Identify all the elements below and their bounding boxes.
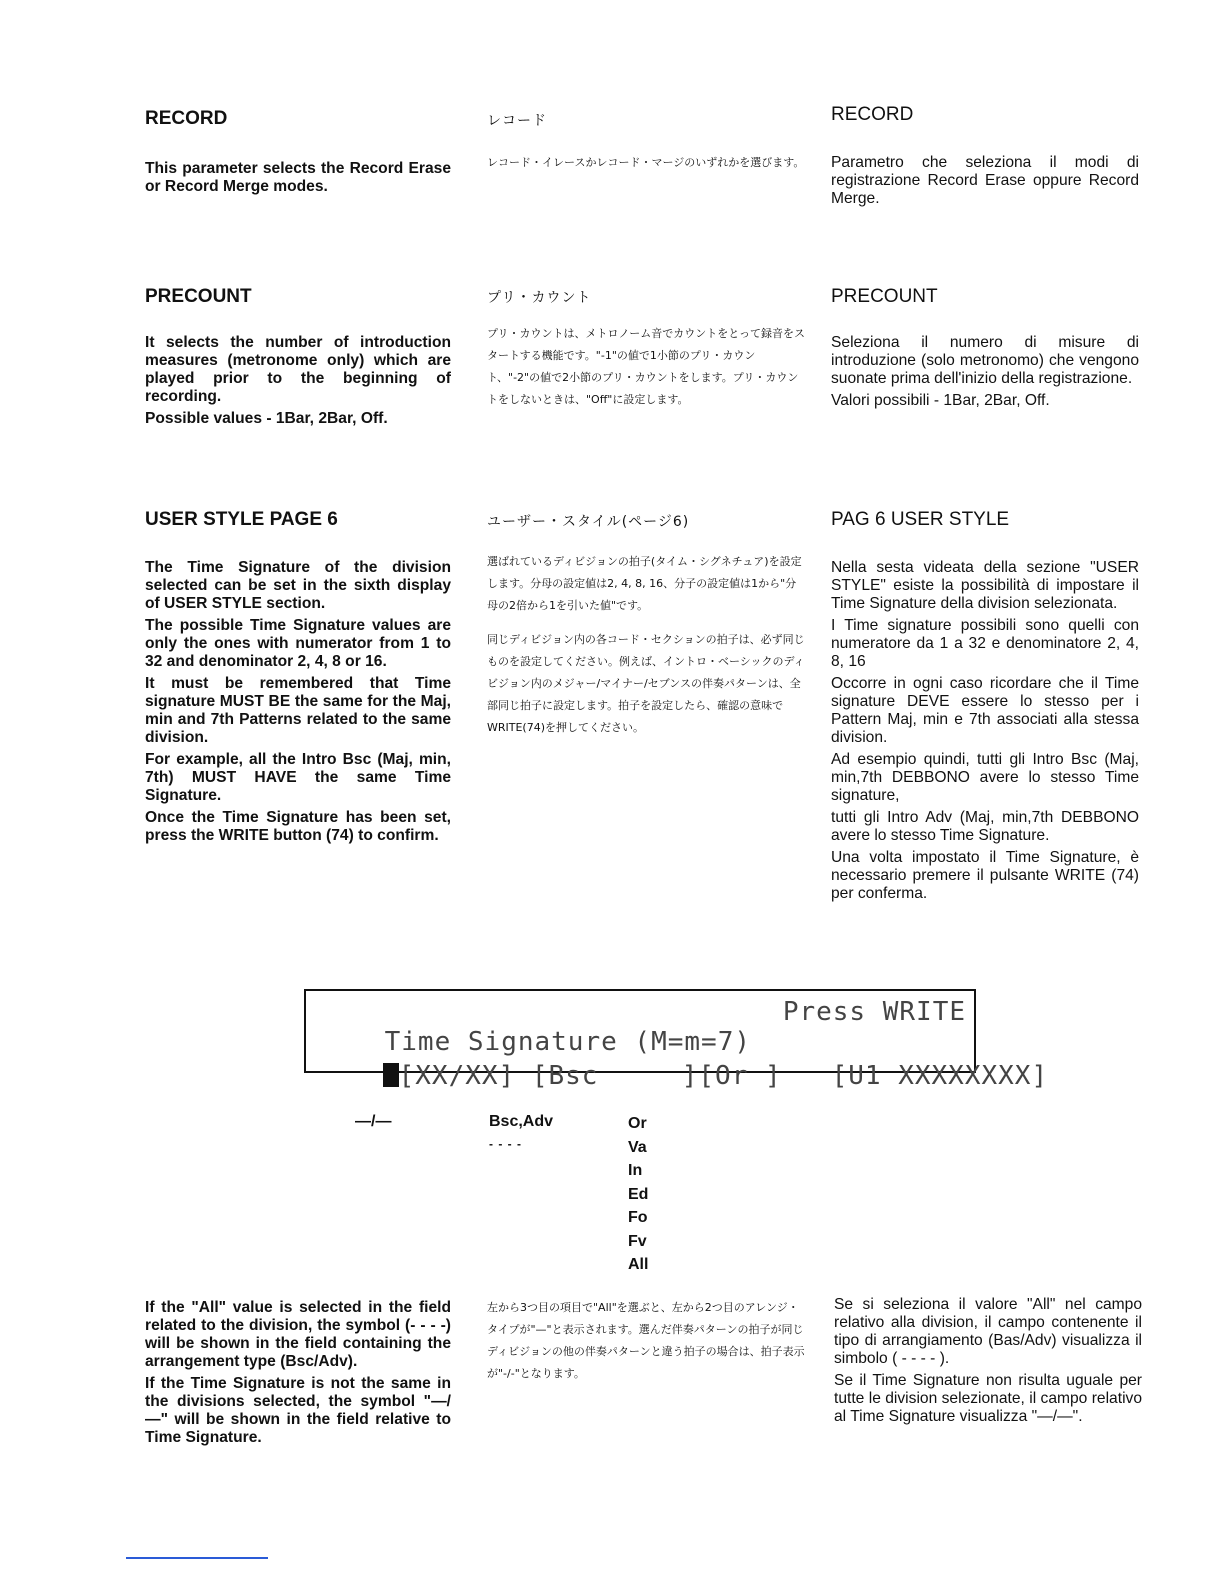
precount-values-it: Valori possibili - 1Bar, 2Bar, Off. (831, 392, 1050, 409)
user-style-p6-it: Una volta impostato il Time Signature, è necessario premere il pulsante WRITE (74) per conferma. (831, 849, 1139, 902)
footer-notes-it (834, 1296, 1142, 1430)
precount-values-en: Possible values - 1Bar, 2Bar, Off. (145, 410, 388, 427)
lcd-display (304, 989, 1049, 1091)
footer-notes-ja (487, 1297, 807, 1389)
record-heading-it: RECORD (831, 104, 914, 125)
user-style-section-it (831, 509, 1139, 907)
lcd-press-write: Press WRITE (782, 997, 966, 1027)
footer-p1-it: Se si seleziona il valore "All" nel campo relativo alla division, il campo contenente il tipo di arrangiamento (Bas/Adv) visualizza il simbolo ( - - - - ). (834, 1296, 1142, 1367)
type-dashes: - - - - (489, 1137, 522, 1151)
division-option: Ed (628, 1185, 649, 1203)
division-option: Fo (628, 1209, 648, 1226)
user-style-p1-ja: 選ばれているディビジョンの拍子(タイム・シグネチュア)を設定します。分母の設定値は2, 4, 8, 16、分子の設定値は1から"分母の2倍から1を引いた値"です。 (487, 555, 802, 612)
user-style-p3-en: It must be remembered that Time signature MUST BE the same for the Maj, min and 7th Patterns related to the same division. (145, 675, 451, 746)
user-style-section-ja (487, 511, 807, 743)
user-style-p4-en: For example, all the Intro Bsc (Maj, min, 7th) MUST HAVE the same Time Signature. (145, 751, 451, 804)
footer-p2-en: If the Time Signature is not the same in the divisions selected, the symbol "—/—" will be shown in the field relative to Time Signature. (145, 1375, 451, 1446)
footer-text-ja: 左から3つ目の項目で"All"を選ぶと、左から2つ目のアレンジ・タイプが"—"と表示されます。選んだ伴奏パターンの拍子が同じディビジョンの他の伴奏パターンと違う拍子の場合は、拍子表示が"-/-"となります。 (487, 1301, 805, 1380)
lcd-cursor (383, 1063, 399, 1087)
lcd-line-2 (316, 1031, 1048, 1121)
user-style-p2-it: I Time signature possibili sono quelli con numeratore da 1 a 32 e denominatore 2, 4, 8, 16 (831, 617, 1139, 670)
record-section-ja (487, 110, 807, 178)
division-option: All (628, 1256, 649, 1273)
record-text-en: This parameter selects the Record Erase or Record Merge modes. (145, 160, 451, 195)
precount-text-en: It selects the number of introduction measures (metronome only) which are played prior to the beginning of recording. (145, 334, 451, 405)
bottom-rule (126, 1557, 268, 1559)
precount-text-it: Seleziona il numero di misure di introduzione (solo metronomo) che vengono suonate prima dell'inizio della registrazione. (831, 334, 1139, 387)
user-style-p3-it: Occorre in ogni caso ricordare che il Time signature DEVE essere lo stesso per i Pattern Maj, min e 7th associati alla stessa division. (831, 675, 1139, 746)
record-text-ja: レコード・イレースかレコード・マージのいずれかを選びます。 (487, 156, 805, 169)
type-label: Bsc,Adv (489, 1113, 554, 1130)
footer-notes-en (145, 1299, 451, 1451)
precount-text-ja: プリ・カウントは、メトロノーム音でカウントをとって録音をスタートする機能です。"-1"の値で1小節のプリ・カウント、"-2"の値で2小節のプリ・カウントをします。プリ・カウントをしないときは、"Off"に設定します。 (487, 327, 806, 406)
user-style-heading-ja: ユーザー・スタイル(ページ6) (487, 514, 690, 530)
record-heading-en: RECORD (145, 108, 228, 129)
lcd-title: Time Signature (M=m=7) (384, 1027, 751, 1057)
division-option: Fv (628, 1232, 647, 1250)
user-style-p2-en: The possible Time Signature values are only the ones with numerator from 1 to 32 and denominator 2, 4, 8 or 16. (145, 617, 451, 670)
division-option: In (628, 1162, 643, 1179)
record-section-en (145, 108, 451, 200)
division-option: Or (628, 1115, 647, 1132)
division-list (628, 1112, 648, 1277)
precount-section-ja (487, 287, 807, 415)
user-style-heading-en: USER STYLE PAGE 6 (145, 509, 338, 530)
user-style-p2-ja: 同じディビジョン内の各コード・セクションの拍子は、必ず同じものを設定してください。例えば、イントロ・ベーシックのディビジョン内のメジャー/マイナー/セブンスの伴奏パターンは、全部同じ拍子に設定します。拍子を設定したら、確認の意味でWRITE(74)を押してください。 (487, 633, 805, 734)
user-style-heading-it: PAG 6 USER STYLE (831, 509, 1010, 530)
division-option: Va (628, 1138, 647, 1156)
user-style-p4-it: Ad esempio quindi, tutti gli Intro Bsc (Maj, min,7th DEBBONO avere lo stesso Time signature, (831, 751, 1139, 804)
precount-section-it (831, 286, 1139, 414)
footer-p2-it: Se il Time Signature non risulta uguale per tutte le division selezionate, il campo relativo al Time Signature visualizza "—/—". (834, 1372, 1142, 1425)
user-style-section-en (145, 509, 451, 849)
user-style-p1-en: The Time Signature of the division selected can be set in the sixth display of USER STYLE section. (145, 559, 451, 612)
precount-heading-it: PRECOUNT (831, 286, 938, 307)
footer-p1-en: If the "All" value is selected in the field related to the division, the symbol (- - - -) will be shown in the field containing the arrangement type (Bsc/Adv). (145, 1299, 451, 1370)
time-sig-symbol: —/— (355, 1113, 392, 1130)
precount-section-en (145, 286, 451, 432)
record-text-it: Parametro che seleziona il modi di registrazione Record Erase oppure Record Merge. (831, 154, 1139, 207)
user-style-p5-it: tutti gli Intro Adv (Maj, min,7th DEBBONO avere lo stesso Time Signature. (831, 809, 1139, 844)
record-heading-ja: レコード (487, 113, 547, 129)
user-style-p1-it: Nella sesta videata della sezione "USER STYLE" esiste la possibilità di impostare il Time Signature della division selezionata. (831, 559, 1139, 612)
precount-heading-ja: プリ・カウント (487, 290, 592, 306)
precount-heading-en: PRECOUNT (145, 286, 252, 307)
lcd-fields: [XX/XX] [Bsc ][Or ] [U1 XXXXXXXX] (398, 1061, 1049, 1091)
record-section-it (831, 104, 1139, 212)
user-style-p5-en: Once the Time Signature has been set, press the WRITE button (74) to confirm. (145, 809, 451, 844)
